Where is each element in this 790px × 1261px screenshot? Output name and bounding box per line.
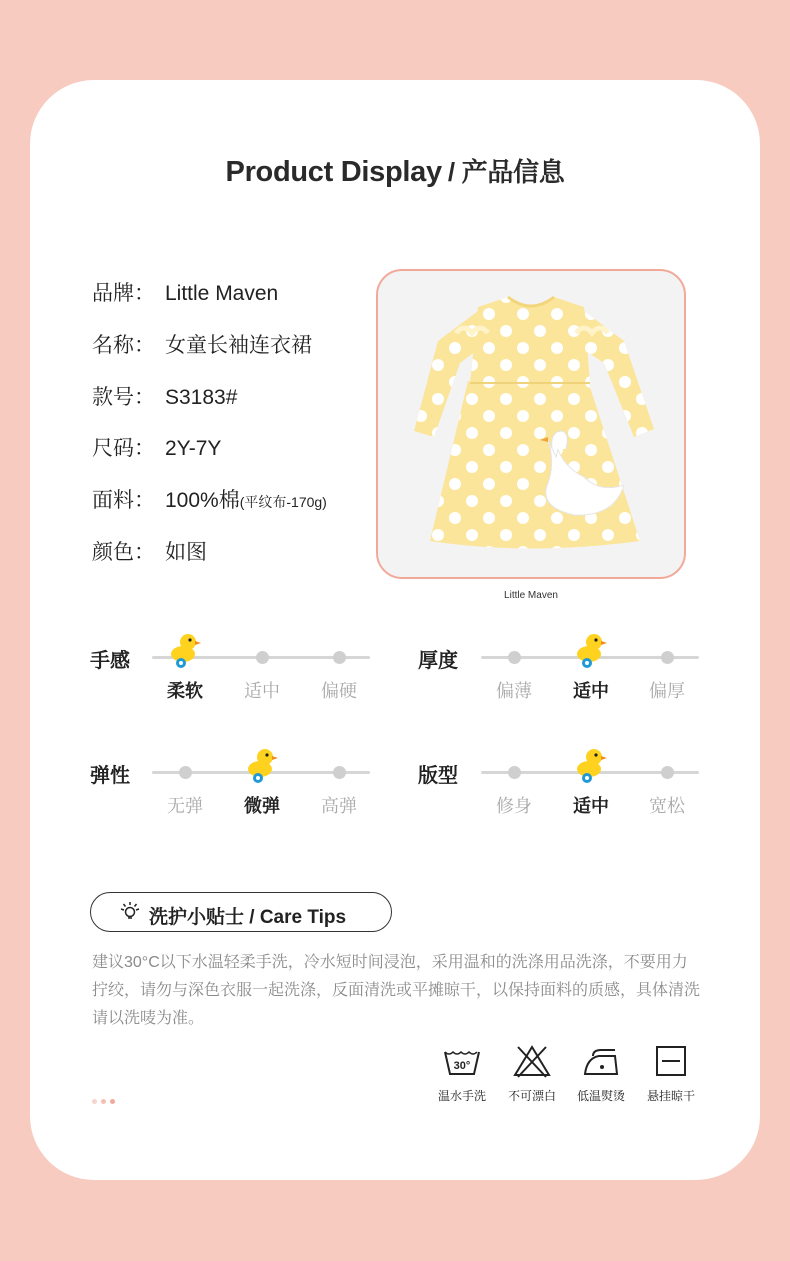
spec-value: 2Y-7Y (165, 437, 222, 460)
scale-dot (508, 651, 521, 664)
page-dot (110, 1099, 115, 1104)
duck-marker-icon (574, 746, 608, 784)
duck-marker-icon (245, 746, 279, 784)
spec-row-size (92, 432, 221, 462)
spec-note: (平纹布-170g) (239, 494, 327, 510)
hand-wash-30-icon (442, 1046, 482, 1080)
scale-option-selected: 适中 (573, 681, 609, 701)
scale-option: 高弹 (321, 796, 357, 816)
spec-value: 女童长袖连衣裙 (165, 334, 312, 357)
scale-dot (661, 766, 674, 779)
scale-option-selected: 适中 (573, 796, 609, 816)
spec-value: 如图 (165, 541, 207, 564)
care-label: 低温熨烫 (576, 1089, 625, 1103)
scale-dot (256, 651, 269, 664)
scale-label: 弹性 (90, 765, 130, 787)
spec-value: 100%棉 (165, 489, 240, 512)
scale-option: 偏薄 (496, 681, 532, 701)
care-tips-pill (90, 892, 392, 932)
spec-value: S3183# (165, 386, 238, 409)
spec-label: 款号： (92, 386, 155, 409)
scale-option: 适中 (244, 681, 280, 701)
spec-row-style-no (92, 381, 237, 411)
dress-illustration (378, 271, 684, 577)
spec-row-fabric (92, 484, 327, 514)
care-label: 不可漂白 (507, 1089, 556, 1103)
lightbulb-icon (119, 901, 141, 923)
page-title (0, 152, 790, 189)
title-en: Product Display (225, 156, 442, 188)
scale-dot (179, 766, 192, 779)
scale-option-selected: 柔软 (167, 681, 203, 701)
spec-label: 面料： (92, 489, 155, 512)
scale-dot (333, 766, 346, 779)
page-dots (92, 1091, 119, 1109)
page-dot (101, 1099, 106, 1104)
title-cn: / 产品信息 (447, 157, 565, 187)
scale-option: 偏厚 (649, 681, 685, 701)
product-photo (376, 269, 686, 579)
scale-option: 偏硬 (321, 681, 357, 701)
low-iron-icon (581, 1046, 621, 1080)
scale-label: 厚度 (418, 650, 458, 672)
care-label: 悬挂晾干 (646, 1089, 695, 1103)
scale-dot (333, 651, 346, 664)
scale-label: 版型 (418, 765, 458, 787)
scale-dot (661, 651, 674, 664)
spec-row-color (92, 536, 207, 566)
scale-option: 修身 (496, 796, 532, 816)
spec-label: 颜色： (92, 541, 155, 564)
photo-caption: Little Maven (504, 590, 558, 601)
care-label: 温水手洗 (437, 1089, 486, 1103)
spec-row-brand (92, 277, 278, 307)
spec-value: Little Maven (165, 282, 279, 305)
scale-label: 手感 (90, 650, 130, 672)
care-instructions: 建议30°C以下水温轻柔手洗，冷水短时间浸泡，采用温和的洗涤用品洗涤，不要用力拧绞，请勿与深色衣服一起洗涤，反面清洗或平摊晾干，以保持面料的质感，具体清洗请以洗唛为准。 (92, 954, 701, 1027)
no-bleach-icon (512, 1044, 552, 1078)
scale-option: 无弹 (167, 796, 203, 816)
spec-label: 尺码： (92, 437, 155, 460)
scale-dot (508, 766, 521, 779)
spec-label: 品牌： (92, 282, 155, 305)
page-dot (92, 1099, 97, 1104)
hang-dry-icon (651, 1044, 691, 1078)
duck-marker-icon (168, 631, 202, 669)
duck-marker-icon (574, 631, 608, 669)
spec-label: 名称： (92, 334, 155, 357)
care-tips-label: 洗护小贴士 / Care Tips (149, 907, 347, 928)
spec-row-name (92, 329, 312, 359)
wash-temp: 30° (453, 1060, 471, 1072)
scale-option-selected: 微弹 (244, 796, 280, 816)
scale-option: 宽松 (649, 796, 685, 816)
